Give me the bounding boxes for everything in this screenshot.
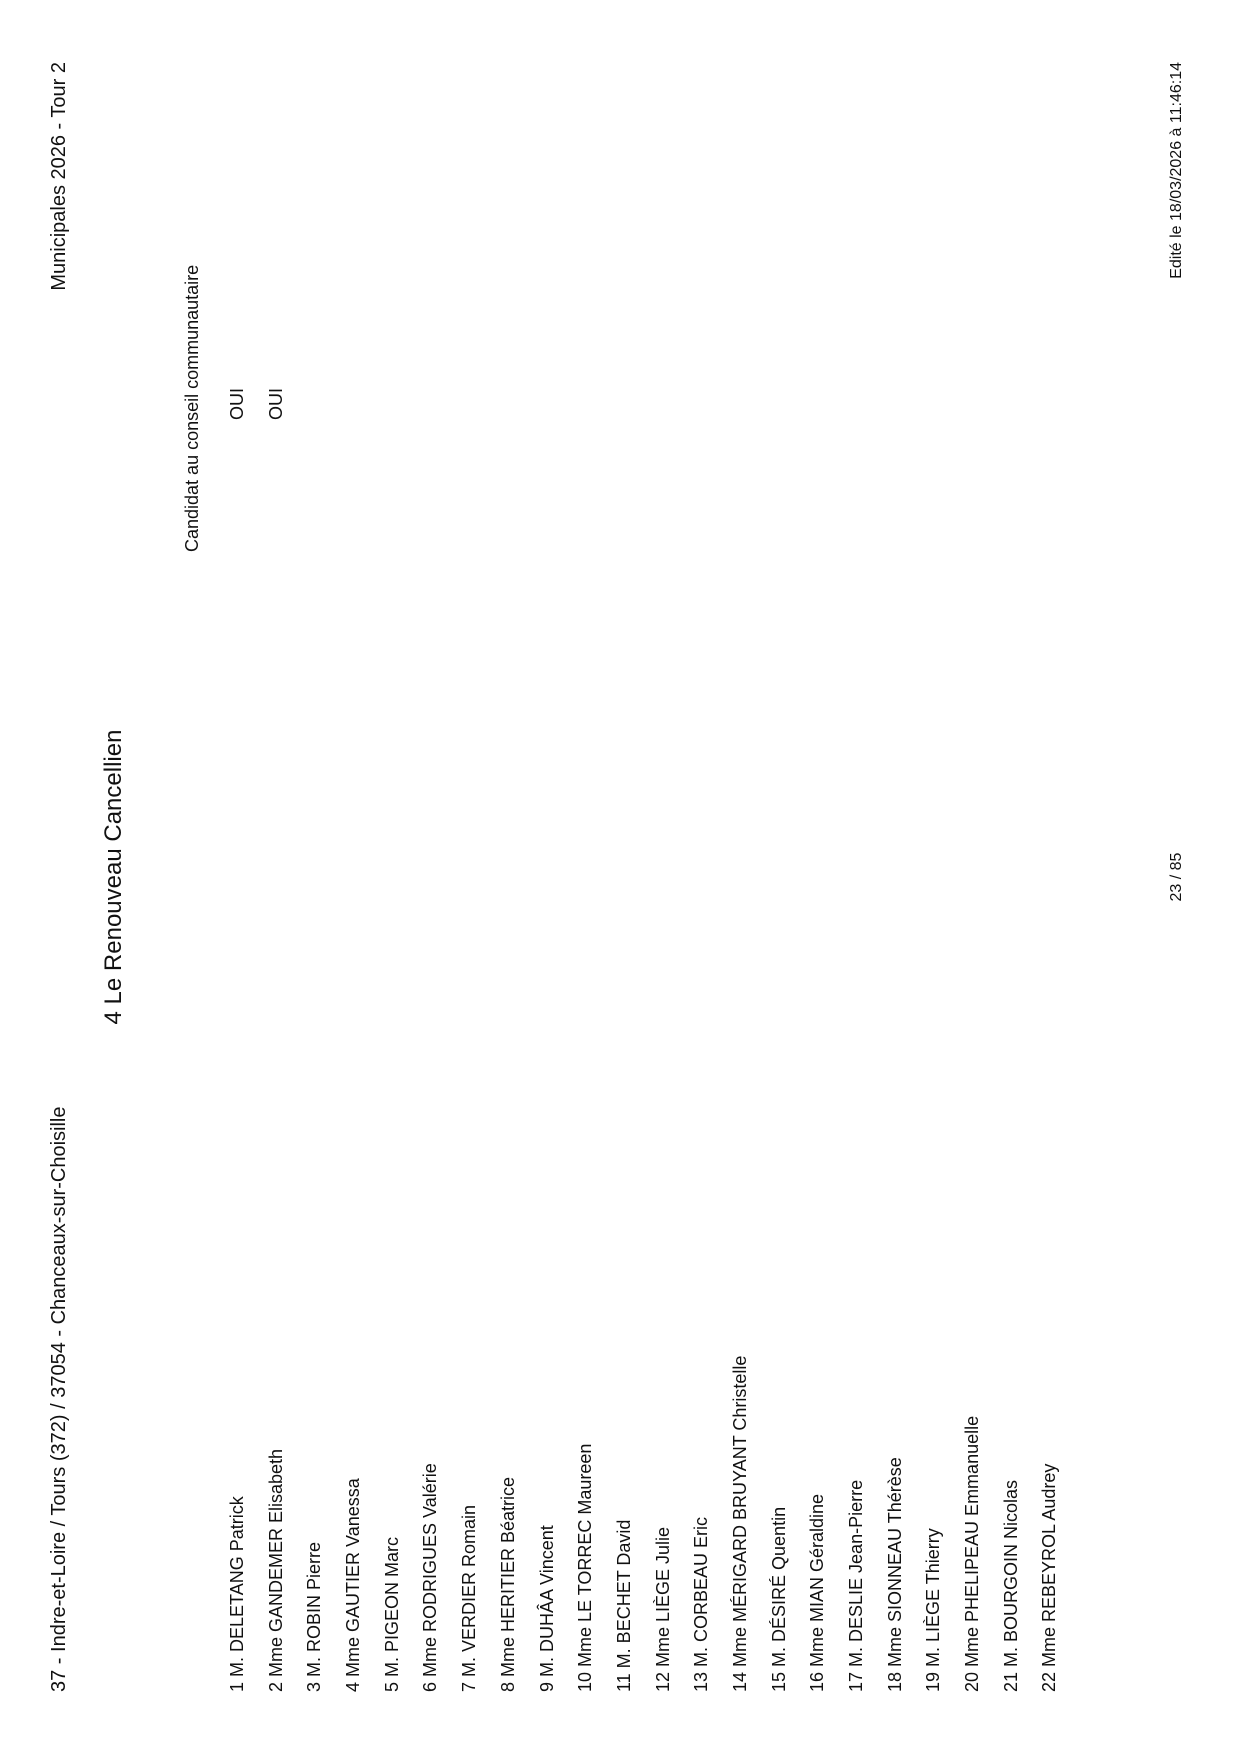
community-council-header: Candidat au conseil communautaire (182, 264, 202, 552)
candidate-row: 12 Mme LIÈGE Julie (652, 1526, 673, 1692)
edition-timestamp: Edité le 18/03/2026 à 11:46:14 (1168, 62, 1185, 279)
candidate-row: 20 Mme PHELIPEAU Emmanuelle (962, 1415, 983, 1692)
candidate-row: 11 M. BECHET David (613, 1519, 634, 1692)
candidate-row: 14 Mme MÉRIGARD BRUYANT Christelle (729, 1355, 750, 1692)
candidate-row: 10 Mme LE TORREC Maureen (575, 1443, 596, 1692)
candidate-row: 5 M. PIGEON Marc (381, 1536, 402, 1692)
community-council-column (218, 374, 295, 434)
candidate-row: 2 Mme GANDEMER Elisabeth (265, 1448, 286, 1692)
candidate-row: 1 M. DELETANG Patrick (227, 1496, 247, 1692)
candidate-row: 16 Mme MIAN Géraldine (807, 1493, 828, 1692)
election-header: Municipales 2026 - Tour 2 (48, 62, 70, 291)
candidate-row: 3 M. ROBIN Pierre (304, 1541, 325, 1692)
location-header: 37 - Indre-et-Loire / Tours (372) / 37054 - Chanceaux-sur-Choisille (48, 1106, 70, 1692)
candidate-row: 17 M. DESLIE Jean-Pierre (846, 1479, 866, 1692)
candidate-row: 7 M. VERDIER Romain (459, 1504, 480, 1692)
candidate-row: 21 M. BOURGOIN Nicolas (1000, 1479, 1021, 1692)
candidate-row: 13 M. CORBEAU Eric (691, 1516, 712, 1692)
candidate-list (218, 1356, 1069, 1692)
candidate-row: 15 M. DÉSIRÉ Quentin (768, 1506, 789, 1692)
candidate-row: 19 M. LIÈGE Thierry (923, 1528, 944, 1692)
candidate-row: 18 Mme SIONNEAU Thérèse (884, 1457, 905, 1692)
candidate-row: 8 Mme HERITIER Béatrice (497, 1476, 518, 1692)
page-number: 23 / 85 (1168, 852, 1185, 902)
community-council-value: OUI (227, 388, 247, 421)
candidate-row: 9 M. DUHÂA Vincent (536, 1525, 557, 1692)
candidate-row: 6 Mme RODRIGUES Valérie (420, 1463, 441, 1692)
community-council-value: OUI (265, 388, 286, 421)
list-title: 4 Le Renouveau Cancellien (100, 729, 127, 1025)
candidate-row: 22 Mme REBEYROL Audrey (1039, 1463, 1060, 1692)
candidate-row: 4 Mme GAUTIER Vanessa (343, 1478, 364, 1692)
